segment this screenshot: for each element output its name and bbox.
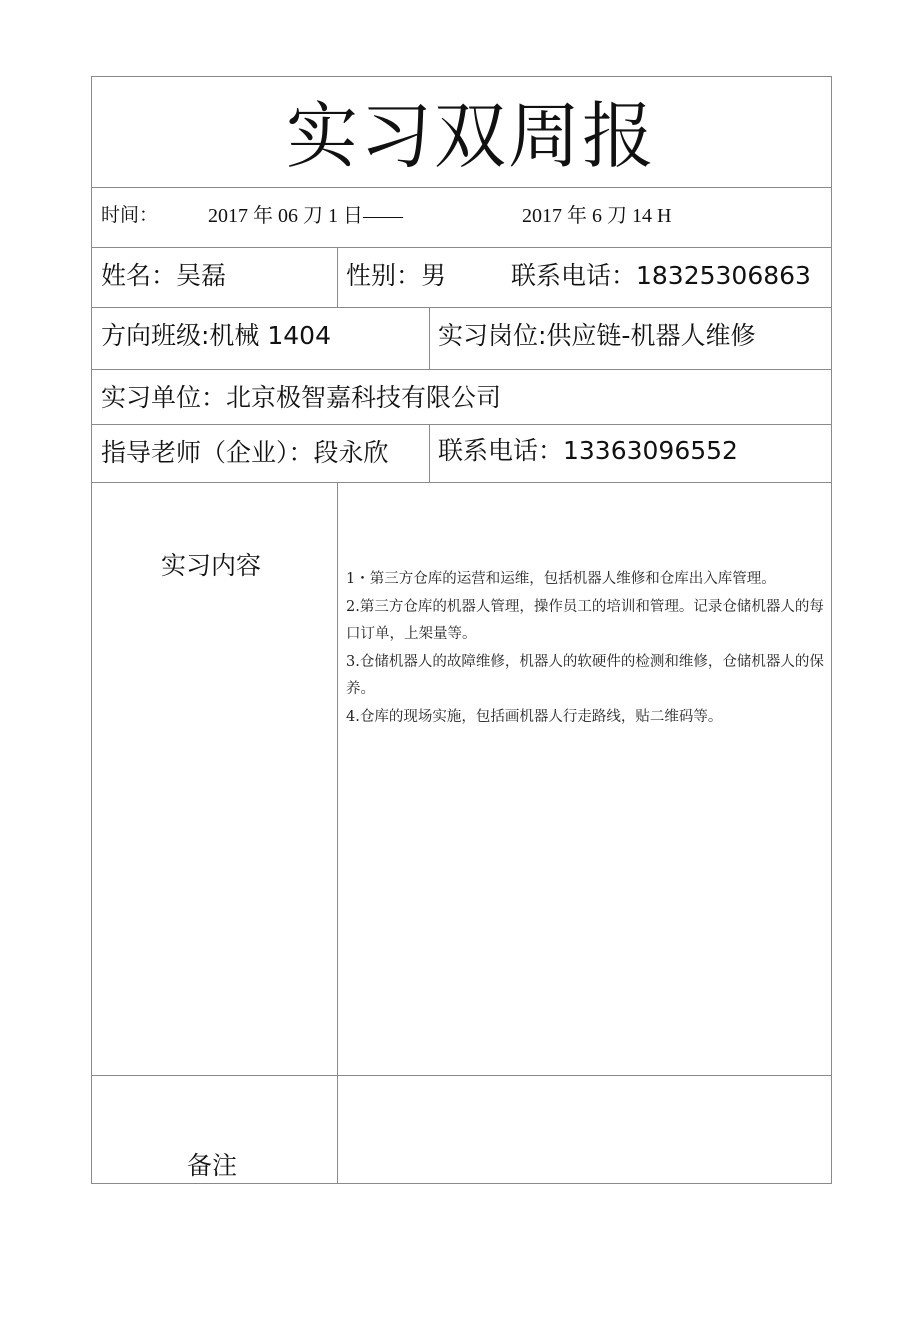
column-divider [337, 247, 338, 307]
content-label: 实习内容 [161, 551, 262, 580]
row-divider [91, 247, 832, 248]
time-start: 2017 年 06 刀 1 日—— [208, 205, 403, 227]
content-item: 3.仓储机器人的故障维修，机器人的软硬件的检测和维修，仓储机器人的保养。 [346, 653, 824, 697]
row-divider [91, 187, 832, 188]
student-gender: 性别：男 [346, 261, 447, 290]
column-divider [429, 424, 430, 482]
position-field: 实习岗位:供应链-机器人维修 [438, 321, 756, 350]
time-label: 时间： [101, 204, 159, 226]
content-item: 4.仓库的现场实施，包括画机器人行走路线，贴二维码等。 [346, 708, 723, 725]
report-title: 实习双周报 [286, 94, 657, 178]
mentor-field: 指导老师（企业）：段永欣 [101, 438, 389, 467]
row-divider [91, 482, 832, 483]
content-item: 2.第三方仓库的机器人管理，操作员工的培训和管理。记录仓储机器人的每口订单，上架量等。 [346, 598, 824, 642]
row-divider [91, 369, 832, 370]
column-divider [429, 307, 430, 369]
content-item: 1・第三方仓库的运营和运维，包括机器人维修和仓库出入库管理。 [346, 571, 776, 587]
row-divider [91, 307, 832, 308]
mentor-phone: 联系电话：13363096552 [438, 436, 738, 465]
student-name: 姓名：吴磊 [101, 261, 227, 290]
column-divider [337, 482, 338, 1184]
content-list [346, 566, 824, 731]
unit-field: 实习单位：北京极智嘉科技有限公司 [101, 383, 502, 412]
class-field: 方向班级:机械 1404 [101, 321, 331, 350]
time-end: 2017 年 6 刀 14 H [522, 205, 672, 227]
remarks-label: 备注 [187, 1151, 238, 1180]
row-divider [91, 424, 832, 425]
row-divider [91, 1075, 832, 1076]
student-phone: 联系电话：18325306863 [511, 261, 811, 290]
